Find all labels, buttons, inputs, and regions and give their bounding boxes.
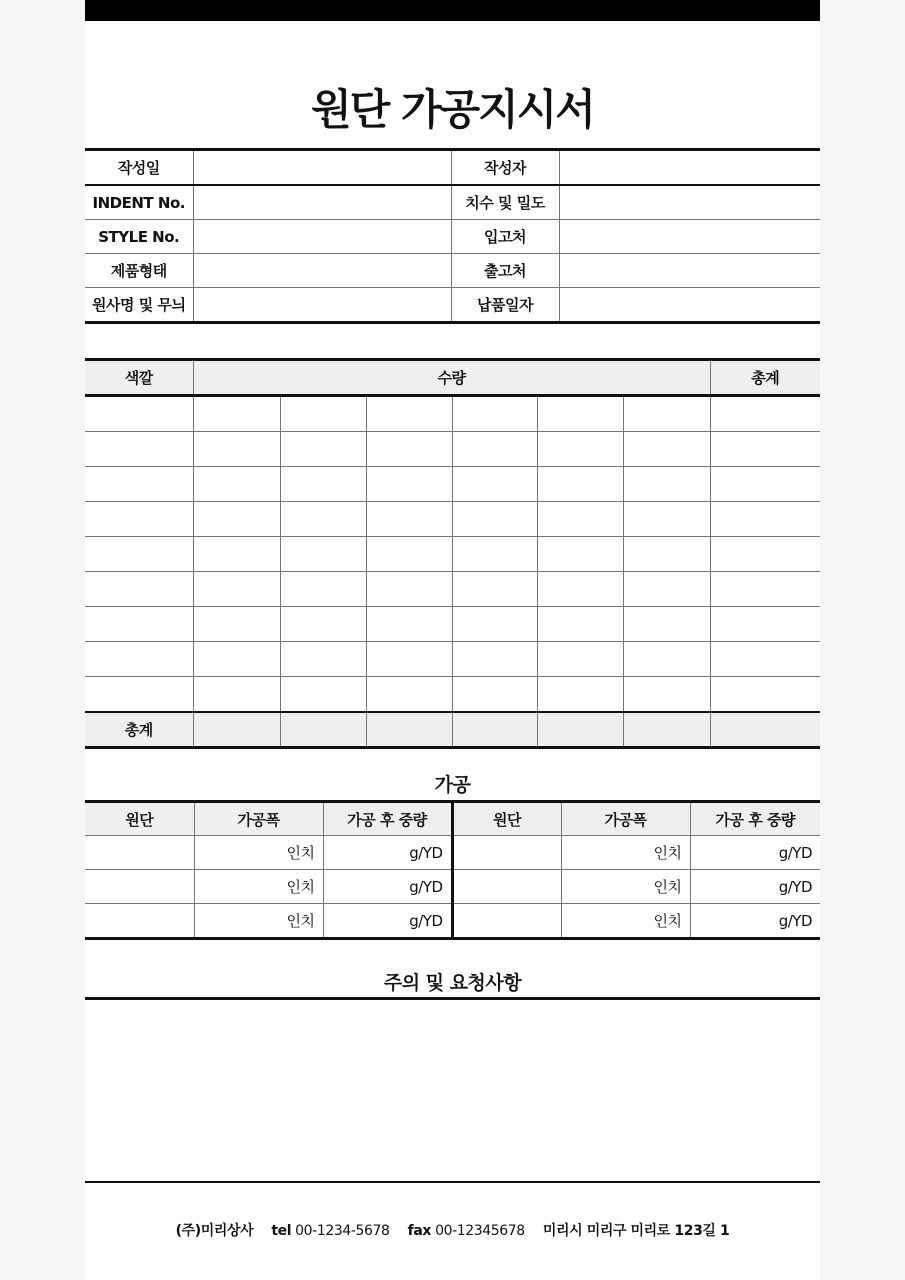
info-row — [85, 150, 820, 186]
qty-cell[interactable] — [452, 572, 537, 607]
quantity-row — [85, 502, 820, 537]
weight-unit-cell[interactable]: g/YD — [323, 904, 452, 939]
processing-table — [85, 800, 820, 940]
qty-cell[interactable] — [366, 467, 452, 502]
qty-cell[interactable] — [623, 537, 710, 572]
color-header: 색깔 — [85, 360, 193, 396]
row-total-cell[interactable] — [710, 572, 820, 607]
qty-cell[interactable] — [280, 607, 366, 642]
info-value-field[interactable] — [193, 220, 451, 254]
qty-cell[interactable] — [193, 642, 280, 677]
row-total-cell[interactable] — [710, 537, 820, 572]
column-total-cell[interactable] — [623, 712, 710, 748]
qty-cell[interactable] — [193, 607, 280, 642]
qty-cell[interactable] — [280, 572, 366, 607]
qty-cell[interactable] — [623, 677, 710, 713]
qty-cell[interactable] — [452, 467, 537, 502]
info-label: 원사명 및 무늬 — [85, 288, 193, 323]
row-total-cell[interactable] — [710, 502, 820, 537]
color-cell[interactable] — [85, 467, 193, 502]
column-total-cell[interactable] — [537, 712, 623, 748]
quantity-row — [85, 642, 820, 677]
qty-cell[interactable] — [537, 642, 623, 677]
qty-cell[interactable] — [537, 467, 623, 502]
qty-cell[interactable] — [193, 467, 280, 502]
info-value-field[interactable] — [193, 288, 451, 323]
qty-cell[interactable] — [366, 642, 452, 677]
width-unit-cell[interactable]: 인치 — [561, 904, 690, 939]
quantity-table — [85, 358, 820, 749]
total-header: 총계 — [710, 360, 820, 396]
info-label: INDENT No. — [85, 185, 193, 220]
color-cell[interactable] — [85, 502, 193, 537]
qty-cell[interactable] — [366, 502, 452, 537]
company-name: (주)미리상사 — [175, 1223, 254, 1239]
color-cell[interactable] — [85, 396, 193, 432]
quantity-row — [85, 467, 820, 502]
weight-header: 가공 후 중량 — [323, 802, 452, 836]
qty-cell[interactable] — [366, 572, 452, 607]
fabric-cell[interactable] — [85, 870, 194, 904]
color-cell[interactable] — [85, 677, 193, 713]
weight-unit-cell[interactable]: g/YD — [323, 870, 452, 904]
info-value-field[interactable] — [193, 185, 451, 220]
info-row — [85, 254, 820, 288]
width-unit-cell[interactable]: 인치 — [194, 836, 323, 870]
info-label: 납품일자 — [451, 288, 559, 323]
width-unit-cell[interactable]: 인치 — [561, 836, 690, 870]
quantity-row — [85, 537, 820, 572]
info-value-field[interactable] — [559, 254, 820, 288]
info-value-field[interactable] — [193, 254, 451, 288]
info-value-field[interactable] — [559, 288, 820, 323]
processing-row — [85, 904, 820, 939]
info-value-field[interactable] — [193, 150, 451, 186]
order-sheet-page — [85, 0, 820, 1280]
quantity-header-row — [85, 360, 820, 396]
info-table — [85, 148, 820, 324]
info-row — [85, 220, 820, 254]
qty-cell[interactable] — [193, 432, 280, 467]
column-total-cell[interactable] — [710, 712, 820, 748]
processing-row — [85, 870, 820, 904]
qty-cell[interactable] — [452, 642, 537, 677]
qty-cell[interactable] — [366, 396, 452, 432]
info-label: 제품형태 — [85, 254, 193, 288]
fax-number: 00-12345678 — [435, 1223, 525, 1239]
qty-cell[interactable] — [623, 432, 710, 467]
width-unit-cell[interactable]: 인치 — [194, 904, 323, 939]
fabric-cell[interactable] — [452, 904, 561, 939]
column-total-cell[interactable] — [193, 712, 280, 748]
page-title: 원단 가공지시서 — [311, 85, 594, 134]
weight-unit-cell[interactable]: g/YD — [690, 870, 820, 904]
notes-textarea[interactable] — [85, 997, 820, 1183]
address: 미리시 미리구 미리로 123길 1 — [542, 1223, 730, 1239]
row-total-cell[interactable] — [710, 642, 820, 677]
qty-header: 수량 — [193, 360, 710, 396]
fabric-header: 원단 — [452, 802, 561, 836]
tel-number: 00-1234-5678 — [295, 1223, 390, 1239]
fabric-header: 원단 — [85, 802, 194, 836]
processing-row — [85, 836, 820, 870]
qty-cell[interactable] — [193, 537, 280, 572]
qty-cell[interactable] — [366, 677, 452, 713]
info-label: 치수 및 밀도 — [451, 185, 559, 220]
quantity-row — [85, 607, 820, 642]
qty-cell[interactable] — [452, 537, 537, 572]
qty-cell[interactable] — [537, 607, 623, 642]
total-label: 총계 — [85, 712, 193, 748]
width-header: 가공폭 — [561, 802, 690, 836]
quantity-row — [85, 396, 820, 432]
qty-cell[interactable] — [537, 537, 623, 572]
width-unit-cell[interactable]: 인치 — [194, 870, 323, 904]
qty-cell[interactable] — [537, 572, 623, 607]
weight-unit-cell[interactable]: g/YD — [690, 904, 820, 939]
width-header: 가공폭 — [194, 802, 323, 836]
qty-cell[interactable] — [280, 677, 366, 713]
qty-cell[interactable] — [366, 607, 452, 642]
info-value-field[interactable] — [559, 150, 820, 186]
info-label: 입고처 — [451, 220, 559, 254]
processing-header-row — [85, 802, 820, 836]
qty-cell[interactable] — [623, 467, 710, 502]
qty-cell[interactable] — [280, 432, 366, 467]
weight-unit-cell[interactable]: g/YD — [323, 836, 452, 870]
qty-cell[interactable] — [280, 642, 366, 677]
qty-cell[interactable] — [623, 396, 710, 432]
info-label: 작성일 — [85, 150, 193, 186]
qty-cell[interactable] — [452, 432, 537, 467]
row-total-cell[interactable] — [710, 396, 820, 432]
color-cell[interactable] — [85, 642, 193, 677]
qty-cell[interactable] — [366, 537, 452, 572]
qty-cell[interactable] — [193, 677, 280, 713]
weight-header: 가공 후 중량 — [690, 802, 820, 836]
quantity-row — [85, 677, 820, 713]
info-label: 출고처 — [451, 254, 559, 288]
color-cell[interactable] — [85, 537, 193, 572]
info-value-field[interactable] — [559, 185, 820, 220]
tel-label: tel — [271, 1223, 292, 1239]
row-total-cell[interactable] — [710, 607, 820, 642]
qty-cell[interactable] — [193, 396, 280, 432]
row-total-cell[interactable] — [710, 467, 820, 502]
qty-cell[interactable] — [537, 502, 623, 537]
footer-contact — [85, 1220, 820, 1240]
qty-cell[interactable] — [537, 677, 623, 713]
info-value-field[interactable] — [559, 220, 820, 254]
processing-title: 가공 — [434, 774, 471, 796]
qty-cell[interactable] — [537, 396, 623, 432]
top-bar — [85, 0, 820, 21]
qty-cell[interactable] — [366, 432, 452, 467]
qty-cell[interactable] — [280, 396, 366, 432]
color-cell[interactable] — [85, 607, 193, 642]
qty-cell[interactable] — [280, 467, 366, 502]
qty-cell[interactable] — [623, 502, 710, 537]
info-label: STYLE No. — [85, 220, 193, 254]
qty-cell[interactable] — [193, 502, 280, 537]
row-total-cell[interactable] — [710, 432, 820, 467]
fabric-cell[interactable] — [452, 836, 561, 870]
info-label: 작성자 — [451, 150, 559, 186]
qty-cell[interactable] — [623, 642, 710, 677]
fabric-cell[interactable] — [85, 836, 194, 870]
fabric-cell[interactable] — [85, 904, 194, 939]
qty-cell[interactable] — [623, 572, 710, 607]
column-total-cell[interactable] — [366, 712, 452, 748]
notes-title: 주의 및 요청사항 — [383, 972, 522, 994]
column-total-cell[interactable] — [452, 712, 537, 748]
row-total-cell[interactable] — [710, 677, 820, 713]
quantity-row — [85, 572, 820, 607]
qty-cell[interactable] — [280, 502, 366, 537]
weight-unit-cell[interactable]: g/YD — [690, 836, 820, 870]
qty-cell[interactable] — [452, 396, 537, 432]
fabric-cell[interactable] — [452, 870, 561, 904]
color-cell[interactable] — [85, 432, 193, 467]
qty-cell[interactable] — [452, 607, 537, 642]
quantity-total-row — [85, 712, 820, 748]
info-row — [85, 185, 820, 220]
color-cell[interactable] — [85, 572, 193, 607]
qty-cell[interactable] — [193, 572, 280, 607]
qty-cell[interactable] — [280, 537, 366, 572]
fax-label: fax — [407, 1223, 431, 1239]
qty-cell[interactable] — [623, 607, 710, 642]
qty-cell[interactable] — [537, 432, 623, 467]
info-row — [85, 288, 820, 323]
qty-cell[interactable] — [452, 502, 537, 537]
column-total-cell[interactable] — [280, 712, 366, 748]
quantity-row — [85, 432, 820, 467]
width-unit-cell[interactable]: 인치 — [561, 870, 690, 904]
qty-cell[interactable] — [452, 677, 537, 713]
